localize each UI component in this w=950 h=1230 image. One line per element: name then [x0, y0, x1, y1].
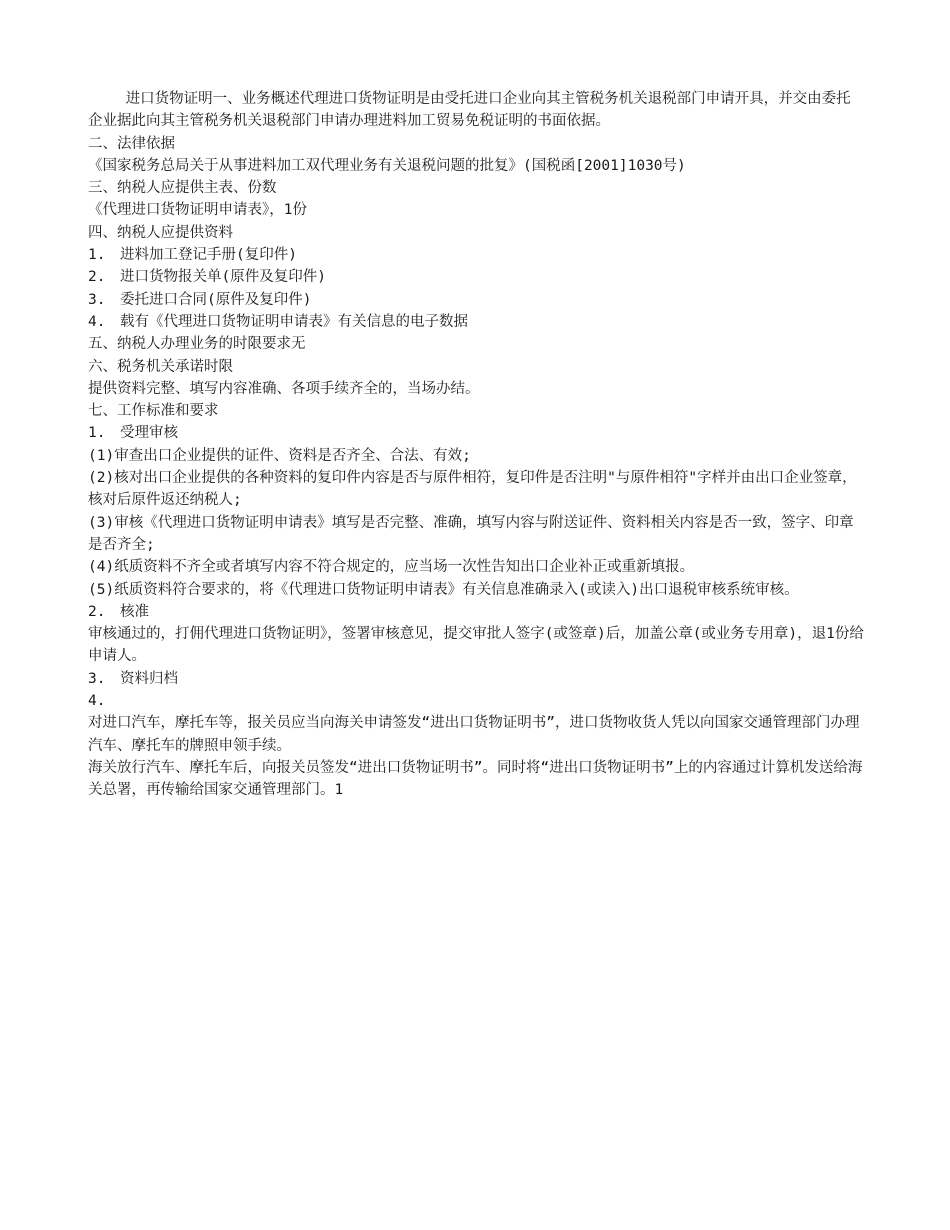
list-item: (5)纸质资料符合要求的，将《代理进口货物证明申请表》有关信息准确录入(或读入)出口退税审核系统审核。	[88, 581, 799, 598]
section-heading-commitment: 六、税务机关承诺时限	[88, 358, 233, 375]
vehicle-import-text: 对进口汽车，摩托车等，报关员应当向海关申请签发“进出口货物证明书”，进口货物收货人凭以向国家交通管理部门办理汽车、摩托车的牌照申领手续。	[88, 715, 860, 754]
section-heading-main-form: 三、纳税人应提供主表、份数	[88, 180, 277, 197]
list-item: (1)审查出口企业提供的证件、资料是否齐全、合法、有效;	[88, 447, 471, 464]
sub-heading-approval: 2. 核准	[88, 603, 149, 620]
main-form-text: 《代理进口货物证明申请表》，1份	[88, 202, 307, 219]
legal-basis-text: 《国家税务总局关于从事进料加工双代理业务有关退税问题的批复》(国税函[2001]1030号)	[88, 157, 686, 174]
list-item: 4. 载有《代理进口货物证明申请表》有关信息的电子数据	[88, 313, 468, 330]
intro-paragraph: 进口货物证明一、业务概述代理进口货物证明是由受托进口企业向其主管税务机关退税部门申请开具，并交由委托企业据此向其主管税务机关退税部门申请办理进料加工贸易免税证明的书面依据。	[88, 91, 851, 130]
section-heading-time-limit: 五、纳税人办理业务的时限要求无	[88, 336, 306, 353]
commitment-text: 提供资料完整、填写内容准确、各项手续齐全的，当场办结。	[88, 380, 480, 397]
list-item: 1. 进料加工登记手册(复印件)	[88, 247, 297, 264]
list-item: (3)审核《代理进口货物证明申请表》填写是否完整、准确，填写内容与附送证件、资料相关内容是否一致，签字、印章是否齐全;	[88, 514, 854, 553]
section-heading-materials: 四、纳税人应提供资料	[88, 224, 233, 241]
section-heading-legal-basis: 二、法律依据	[88, 135, 175, 152]
list-item: (2)核对出口企业提供的各种资料的复印件内容是否与原件相符，复印件是否注明"与原件相符"字样并由出口企业签章，核对后原件返还纳税人;	[88, 470, 857, 509]
section-heading-standards: 七、工作标准和要求	[88, 403, 219, 420]
customs-release-text: 海关放行汽车、摩托车后，向报关员签发“进出口货物证明书”。同时将“进出口货物证明书”上的内容通过计算机发送给海关总署，再传输给国家交通管理部门。1	[88, 759, 863, 799]
list-item: 3. 委托进口合同(原件及复印件)	[88, 291, 312, 308]
list-item: (4)纸质资料不齐全或者填写内容不符合规定的，应当场一次性告知出口企业补正或重新填报。	[88, 559, 695, 576]
list-item: 2. 进口货物报关单(原件及复印件)	[88, 269, 326, 286]
document-body	[88, 88, 864, 802]
sub-heading-review: 1. 受理审核	[88, 425, 178, 442]
sub-heading-archiving: 3. 资料归档	[88, 670, 178, 687]
approval-text: 审核通过的，打佣代理进口货物证明》，签署审核意见，提交审批人签字(或签章)后，加盖公章(或业务专用章)，退1份给申请人。	[88, 626, 864, 665]
sub-heading-4: 4.	[88, 693, 106, 710]
